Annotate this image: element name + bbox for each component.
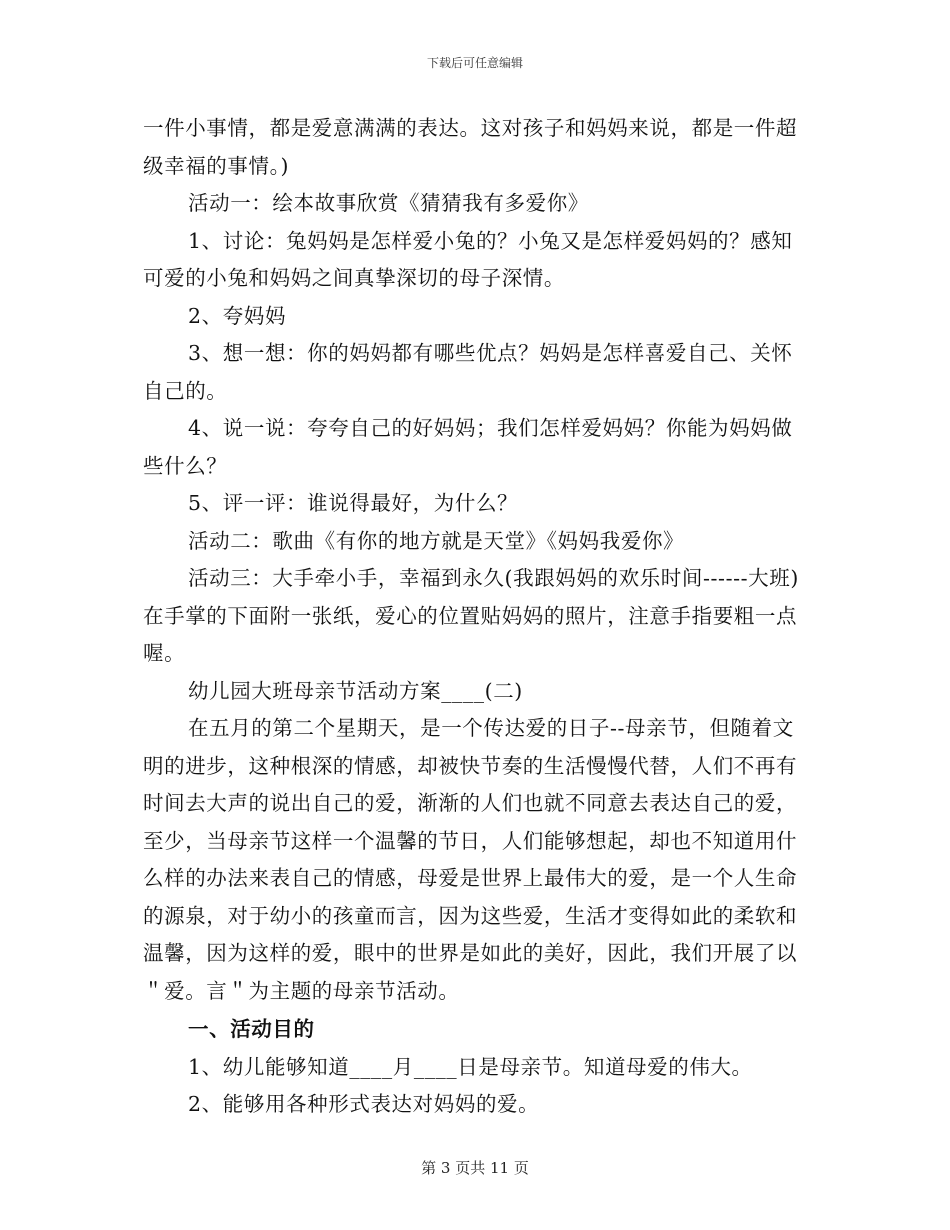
heading-activity-goals: 一、活动目的 — [188, 1017, 315, 1041]
goal-item-1: 1、幼儿能够知道____月____日是母亲节。知道母爱的伟大。 — [188, 1054, 753, 1079]
list-item-evaluate: 5、评一评：谁说得最好，为什么？ — [188, 491, 519, 515]
goal-item-2: 2、能够用各种形式表达对妈妈的爱。 — [188, 1092, 540, 1116]
section-title: 幼儿园大班母亲节活动方案____(二) — [188, 678, 523, 703]
list-item-discuss: 1、讨论：兔妈妈是怎样爱小兔的？小兔又是怎样爱妈妈的？感知可爱的小兔和妈妈之间真挚深切的母子深情。 — [143, 228, 793, 290]
list-item-think: 3、想一想：你的妈妈都有哪些优点？妈妈是怎样喜爱自己、关怀自己的。 — [143, 341, 793, 403]
list-item-say: 4、说一说：夸夸自己的好妈妈；我们怎样爱妈妈？你能为妈妈做些什么？ — [143, 416, 793, 478]
activity-two-heading: 活动二：歌曲《有你的地方就是天堂》《妈妈我爱你》 — [188, 528, 685, 553]
activity-three-paragraph: 活动三：大手牵小手，幸福到永久(我跟妈妈的欢乐时间------大班)在手掌的下面附一张纸，爱心的位置贴妈妈的照片，注意手指要粗一点喔。 — [143, 566, 799, 665]
document-body — [143, 110, 811, 1124]
activity-one-heading: 活动一：绘本故事欣赏《猜猜我有多爱你》 — [188, 191, 589, 215]
paragraph-continuation: 一件小事情，都是爱意满满的表达。这对孩子和妈妈来说，都是一件超级幸福的事情。) — [143, 116, 798, 178]
list-item-praise-mom: 2、夸妈妈 — [188, 303, 287, 328]
intro-paragraph: 在五月的第二个星期天，是一个传达爱的日子--母亲节，但随着文明的进步，这种根深的情感，却被快节奏的生活慢慢代替，人们不再有时间去大声的说出自己的爱，渐渐的人们也就不同意去表达自己的爱，至少，当母亲节这样一个温馨的节日，人们能够想起，却也不知道用什么样的办法来表自己的情感，母爱是世界上最伟大的爱，是一个人生命的源泉，对于幼小的孩童而言，因为这些爱，生活才变得如此的柔软和温馨，因为这样的爱，眼中的世界是如此的美好，因此，我们开展了以＂爱。言＂为主题的母亲节活动。 — [143, 716, 798, 1003]
page-number: 第 3 页共 11 页 — [421, 1159, 529, 1177]
page-header: 下载后可任意编辑 — [426, 56, 523, 70]
